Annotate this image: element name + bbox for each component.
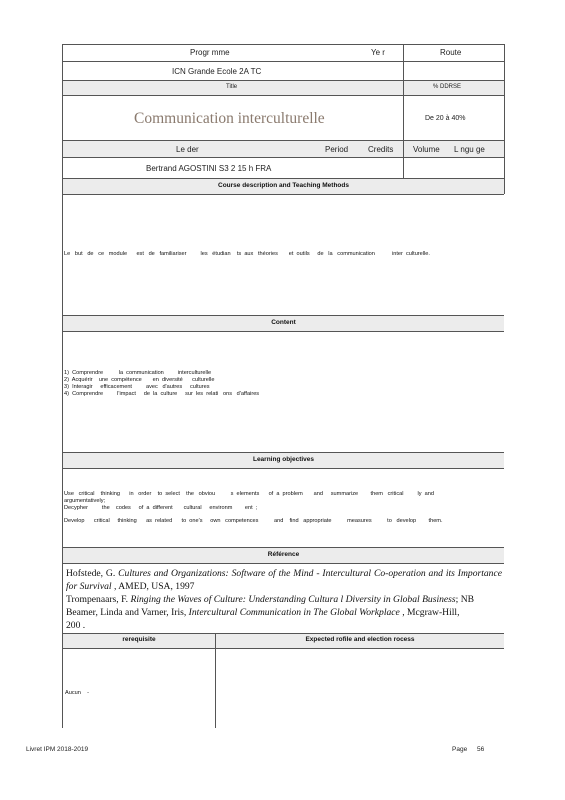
course-title: Communication interculturelle	[134, 110, 325, 127]
prerequisites-title: rerequisite	[122, 636, 156, 643]
content-item: 4) Comprendre l'impact de la culture sur les relati ons d'affaires	[64, 391, 260, 397]
reference-title: Référence	[267, 551, 300, 558]
year-label: Ye r	[371, 48, 385, 57]
title-label: Title	[226, 84, 238, 90]
content-item: 2) Acquérir une compétence en diversité culturelle	[64, 377, 215, 383]
period-label: Period	[325, 145, 349, 154]
content-item: 3) Interagir efficacement avec d'autres cultures	[64, 384, 210, 390]
ref3-rest: , Mcgraw-Hill,	[399, 607, 460, 618]
ref1-title: Cultures and Organizations: Software of the Mind - Intercultural Co-operation and its Importance for Survival	[66, 568, 502, 592]
objectives-line: Use critical thinking in order to select the obviou s elements of a problem and summarize them critical ly and	[64, 491, 434, 497]
ref1-author: Hofstede, G.	[66, 568, 116, 579]
objectives-line: argumentatively;	[64, 498, 106, 504]
language-label: L ngu ge	[454, 145, 485, 154]
reference-1	[66, 567, 502, 593]
content-title: Content	[271, 319, 296, 326]
description-text: Le but de ce module est de familiariser les étudian ts aux théories et outils de la communication inter culturelle.	[64, 251, 430, 257]
footer-left: Livret IPM 2018-2019	[26, 746, 89, 753]
ref2-author: Trompenaars, F.	[66, 594, 129, 605]
volume-label: Volume	[413, 145, 440, 154]
leader-value: Bertrand AGOSTINI S3 2 15 h FRA	[146, 164, 272, 173]
ddrse-value: De 20 à 40%	[425, 115, 466, 122]
leader-label: Le der	[176, 145, 199, 154]
expected-title: Expected rofile and election rocess	[305, 636, 415, 643]
route-label: Route	[440, 48, 462, 57]
content-item: 1) Comprendre la communication interculturelle	[64, 370, 212, 376]
reference-3	[66, 606, 506, 619]
objectives-line: Develop critical thinking as related to one's own competences and find appropriate measures to develop them.	[64, 518, 443, 524]
ref1-rest: , AMED, USA, 1997	[111, 581, 195, 592]
program-label: Progr mme	[190, 48, 230, 57]
ref3-author: Beamer, Linda and Varner, Iris,	[66, 607, 187, 618]
prerequisites-value: Aucun -	[65, 690, 89, 696]
ref2-rest: ; NB	[455, 594, 475, 605]
ref3-title: Intercultural Communication in The Global Workplace	[188, 607, 400, 618]
page-number: 56	[477, 746, 485, 753]
objectives-line: Decypher the codes of a different cultural environm ent ;	[64, 505, 258, 511]
page-label: Page	[452, 746, 468, 753]
ref3-year: 200 .	[66, 620, 86, 631]
description-title: Course description and Teaching Methods	[218, 182, 349, 189]
program-value: ICN Grande Ecole 2A TC	[172, 67, 262, 76]
ddrse-label: % DDRSE	[433, 84, 462, 90]
objectives-title: Learning objectives	[252, 456, 315, 463]
credits-label: Credits	[368, 145, 394, 154]
ref2-title: Ringing the Waves of Culture: Understanding Cultura l Diversity in Global Business	[130, 594, 456, 605]
reference-2	[66, 593, 506, 606]
